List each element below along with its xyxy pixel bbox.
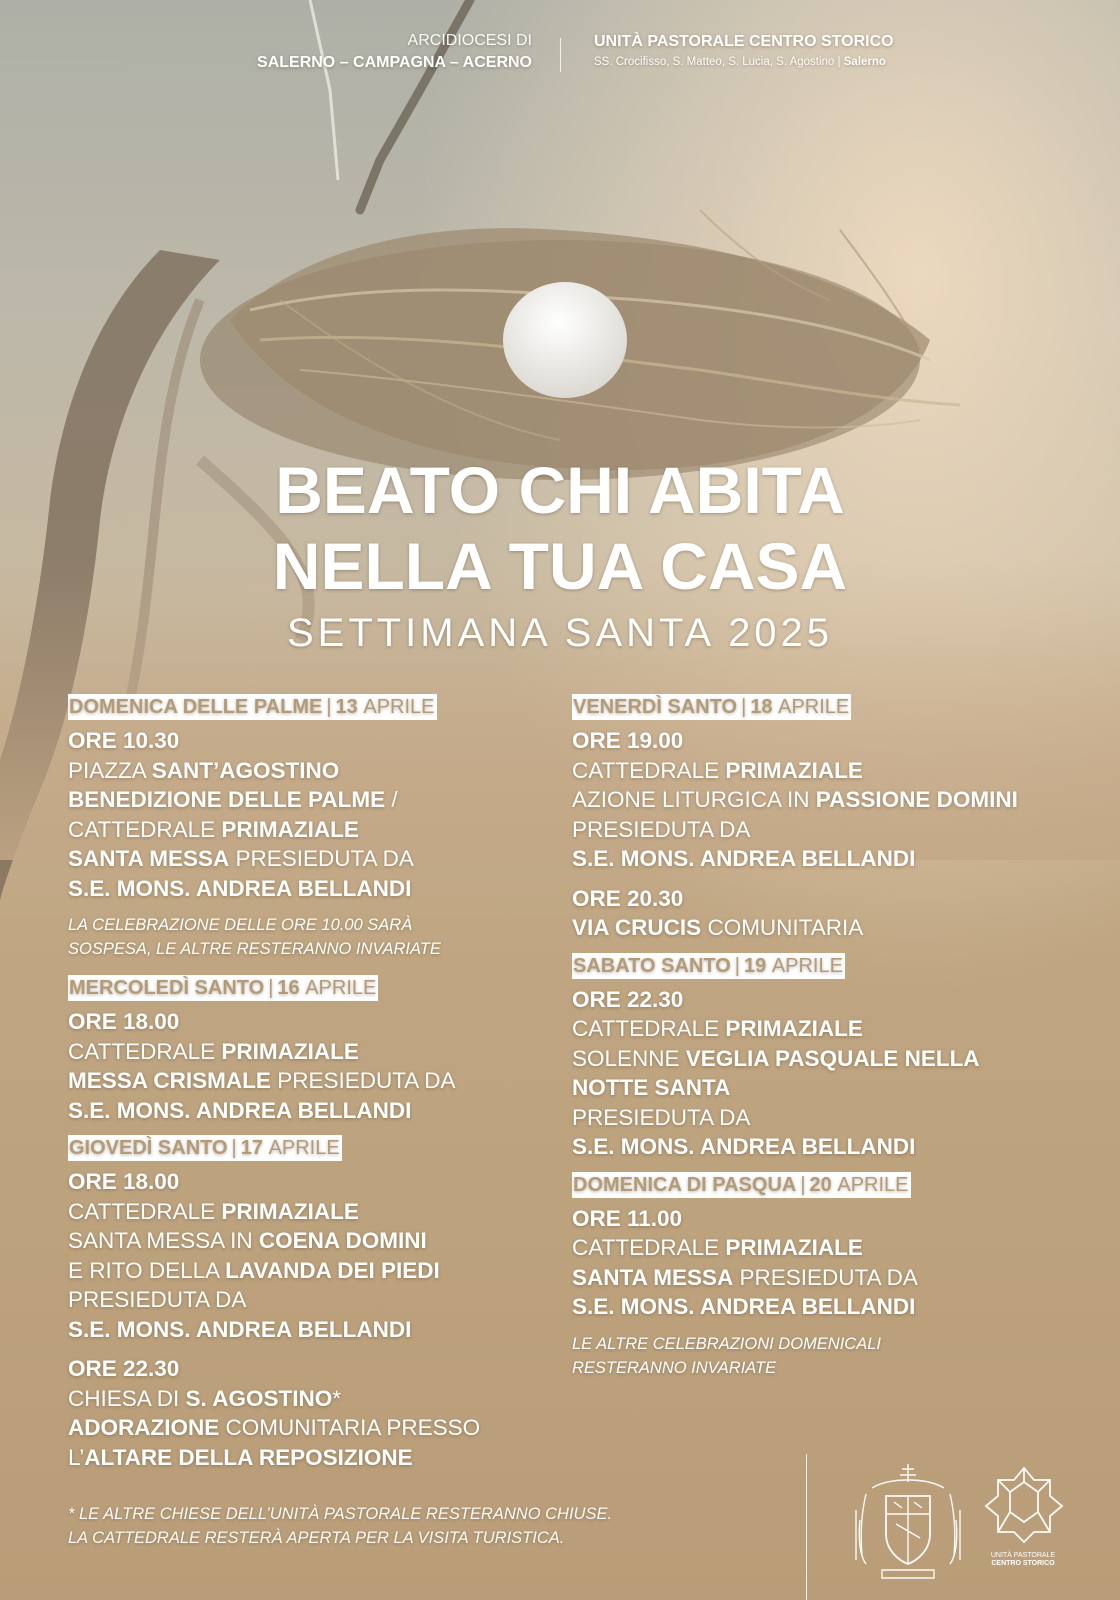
event-line [68, 1197, 588, 1227]
text-part: PRESIEDUTA DA [229, 846, 414, 871]
text-part: SANTA MESSA IN [68, 1228, 259, 1253]
event-line [68, 1285, 588, 1315]
text-part: ORE 22.30 [68, 1356, 180, 1381]
day-separator: | [268, 977, 274, 999]
header-divider [560, 38, 561, 72]
churches-list: SS. Crocifisso, S. Matteo, S. Lucia, S. Agostino [594, 56, 835, 68]
event-line [572, 1103, 1092, 1133]
day-number: 17 [240, 1137, 263, 1159]
text-part: PRIMAZIALE [725, 1016, 863, 1041]
text-part: BENEDIZIONE DELLE PALME [68, 787, 386, 812]
event-line [68, 844, 588, 874]
text-part: PRESIEDUTA DA [572, 816, 751, 842]
event-line [572, 1132, 1092, 1162]
text-part: VIA CRUCIS [572, 915, 702, 940]
text-part: ORE 11.00 [572, 1205, 683, 1231]
event-line [68, 1066, 588, 1096]
event-time [572, 726, 1092, 756]
archdiocese-name: SALERNO – CAMPAGNA – ACERNO [257, 54, 532, 71]
text-part: CATTEDRALE [572, 1235, 726, 1260]
schedule-right-column [572, 694, 1092, 1394]
text-part: S.E. MONS. ANDREA BELLANDI [68, 875, 412, 901]
event-time [572, 1204, 1092, 1234]
text-part: ORE 18.00 [68, 1009, 180, 1034]
event [68, 726, 588, 903]
text-part: ORE 22.30 [572, 986, 684, 1012]
text-part: ADORAZIONE [68, 1415, 220, 1440]
day-number: 18 [750, 696, 773, 718]
event-line [572, 1233, 1092, 1263]
footer-divider [806, 1454, 807, 1600]
day-header [68, 694, 437, 720]
text-part: PRESIEDUTA DA [68, 1287, 247, 1312]
text-part: SOLENNE [572, 1045, 686, 1071]
title-line-1: BEATO CHI ABITA [275, 453, 845, 527]
day-header [572, 953, 845, 979]
text-part: L’ [68, 1444, 85, 1470]
day-separator: | [800, 1173, 806, 1196]
event [68, 1007, 588, 1125]
day-number: 16 [277, 977, 300, 999]
day-header [572, 1172, 911, 1198]
text-part: PRIMAZIALE [725, 1235, 863, 1260]
pastoral-unit-logo-text [968, 1552, 1078, 1568]
text-part: S.E. MONS. ANDREA BELLANDI [572, 846, 916, 871]
day-separator: | [231, 1137, 237, 1159]
text-part: ORE 20.30 [572, 885, 684, 911]
pastoral-unit-name: UNITÀ PASTORALE CENTRO STORICO [594, 33, 894, 50]
text-part: ORE 18.00 [68, 1169, 180, 1194]
day-name: DOMENICA DELLE PALME [69, 696, 323, 718]
coat-of-arms-icon [852, 1460, 964, 1586]
title-subtitle: SETTIMANA SANTA 2025 [286, 611, 834, 655]
text-part: PRESIEDUTA DA [572, 1104, 751, 1130]
day-section [572, 953, 1092, 1162]
schedule-left-column [68, 694, 588, 1482]
text-part: PIAZZA [68, 757, 152, 783]
event [68, 1354, 588, 1472]
text-part: CATTEDRALE [68, 816, 222, 842]
day-month: APRILE [837, 1173, 909, 1196]
text-part: AZIONE LITURGICA IN [572, 787, 816, 812]
text-part: MESSA CRISMALE [68, 1068, 271, 1093]
day-month: APRILE [268, 1137, 340, 1159]
text-part: PRIMAZIALE [725, 757, 863, 783]
day-separator: | [734, 954, 740, 977]
event-line [572, 1014, 1092, 1044]
day-section [68, 694, 588, 961]
event-line [68, 1443, 588, 1473]
event-line [572, 1292, 1092, 1322]
text-part: E RITO DELLA [68, 1257, 226, 1283]
event-line [572, 756, 1092, 786]
event-line [68, 1384, 588, 1414]
text-part: COMUNITARIA [701, 915, 864, 940]
day-section [572, 694, 1092, 943]
day-name: MERCOLEDÌ SANTO [69, 977, 265, 999]
pastoral-unit-star-logo-icon [982, 1464, 1066, 1544]
event-line [68, 785, 588, 815]
event-time [572, 884, 1092, 914]
churches-separator: | [837, 56, 841, 68]
event [68, 1167, 588, 1344]
event-time [68, 1007, 588, 1037]
text-part: COMUNITARIA PRESSO [219, 1415, 481, 1440]
day-section [68, 975, 588, 1125]
day-number: 20 [809, 1173, 832, 1196]
day-separator: | [326, 696, 332, 718]
day-name: GIOVEDÌ SANTO [69, 1137, 228, 1159]
event-line [68, 1256, 588, 1286]
text-part: PRESIEDUTA DA [270, 1068, 456, 1093]
event-line [68, 1315, 588, 1345]
footnote-line-2: LA CATTEDRALE RESTERÀ APERTA PER LA VISITA TURISTICA. [68, 1529, 565, 1547]
text-part: S.E. MONS. ANDREA BELLANDI [572, 1294, 916, 1319]
day-header [68, 975, 378, 1001]
text-part: CATTEDRALE [68, 1038, 222, 1064]
event-line [68, 1096, 588, 1126]
day-month: APRILE [305, 977, 377, 999]
text-part: PRESIEDUTA DA [733, 1264, 918, 1290]
event [572, 726, 1092, 874]
day-note [572, 1332, 1092, 1380]
text-part: CATTEDRALE [572, 1016, 726, 1041]
day-name: SABATO SANTO [573, 954, 731, 977]
note-line: RESTERANNO INVARIATE [572, 1358, 777, 1377]
day-header [572, 694, 851, 720]
event [572, 1204, 1092, 1322]
event-line [572, 844, 1092, 874]
event-time [572, 985, 1092, 1015]
event-line [572, 785, 1092, 815]
event-line [572, 913, 1092, 943]
text-part: LAVANDA DEI PIEDI [225, 1257, 440, 1283]
text-part: CATTEDRALE [68, 1198, 222, 1224]
pastoral-unit-churches [594, 52, 954, 72]
city-name: Salerno [843, 56, 886, 68]
day-month: APRILE [363, 696, 435, 718]
footnote-line-1: * LE ALTRE CHIESE DELL’UNITÀ PASTORALE RESTERANNO CHIUSE. [68, 1505, 613, 1523]
note-line: LE ALTRE CELEBRAZIONI DOMENICALI [572, 1334, 881, 1353]
event-time [68, 1167, 588, 1197]
event-line [68, 1037, 588, 1067]
event-line [572, 815, 1092, 845]
text-part: COENA DOMINI [258, 1228, 427, 1253]
event-line [572, 1263, 1092, 1293]
text-part: S.E. MONS. ANDREA BELLANDI [68, 1316, 412, 1342]
event [572, 884, 1092, 943]
event-time [68, 1354, 588, 1384]
day-month: APRILE [778, 696, 850, 718]
event-line [68, 815, 588, 845]
logo-line-2: CENTRO STORICO [991, 1560, 1055, 1567]
text-part: SANT’AGOSTINO [151, 757, 340, 783]
text-part: S.E. MONS. ANDREA BELLANDI [572, 1134, 916, 1159]
text-part: PRIMAZIALE [221, 1198, 359, 1224]
day-header [68, 1135, 342, 1161]
day-separator: | [741, 696, 747, 718]
text-part: SANTA MESSA [572, 1264, 734, 1290]
archdiocese-header [200, 30, 532, 74]
text-part: SANTA MESSA [68, 846, 230, 871]
day-note [68, 913, 588, 961]
event-line [68, 1226, 588, 1256]
logo-line-1: UNITÀ PASTORALE [990, 1552, 1056, 1559]
event [572, 985, 1092, 1162]
text-part: PRIMAZIALE [221, 1038, 359, 1064]
event-line [68, 1413, 588, 1443]
pastoral-unit-header [594, 32, 954, 72]
text-part: CHIESA DI [68, 1385, 186, 1411]
text-part: VEGLIA PASQUALE NELLA [685, 1045, 980, 1071]
event-line [572, 1044, 1092, 1074]
text-part: S.E. MONS. ANDREA BELLANDI [68, 1097, 412, 1123]
archdiocese-label: ARCIDIOCESI DI [407, 32, 532, 49]
note-line: LA CELEBRAZIONE DELLE ORE 10.00 SARÀ [68, 916, 413, 934]
event-time [68, 726, 588, 756]
event-line [68, 756, 588, 786]
text-part: S. AGOSTINO [185, 1385, 333, 1411]
day-number: 13 [335, 696, 358, 718]
day-name: VENERDÌ SANTO [573, 696, 738, 718]
title-line-2: NELLA TUA CASA [272, 529, 848, 603]
text-part: NOTTE SANTA [572, 1075, 731, 1100]
text-part: * [332, 1385, 341, 1411]
poster-title [0, 452, 1120, 658]
event-line [68, 874, 588, 904]
text-part: ORE 10.30 [68, 728, 180, 753]
event-line [572, 1073, 1092, 1103]
text-part: PRIMAZIALE [221, 816, 359, 842]
day-month: APRILE [771, 954, 843, 977]
footnote [68, 1502, 612, 1550]
text-part: CATTEDRALE [572, 757, 726, 783]
day-name: DOMENICA DI PASQUA [573, 1173, 797, 1196]
text-part: ORE 19.00 [572, 728, 684, 753]
text-part: PASSIONE DOMINI [815, 787, 1018, 812]
text-part: ALTARE DELLA REPOSIZIONE [84, 1444, 413, 1470]
day-number: 19 [744, 954, 767, 977]
day-section [572, 1172, 1092, 1380]
day-section [68, 1135, 588, 1472]
text-part: / [385, 787, 398, 812]
note-line: SOSPESA, LE ALTRE RESTERANNO INVARIATE [68, 940, 441, 958]
